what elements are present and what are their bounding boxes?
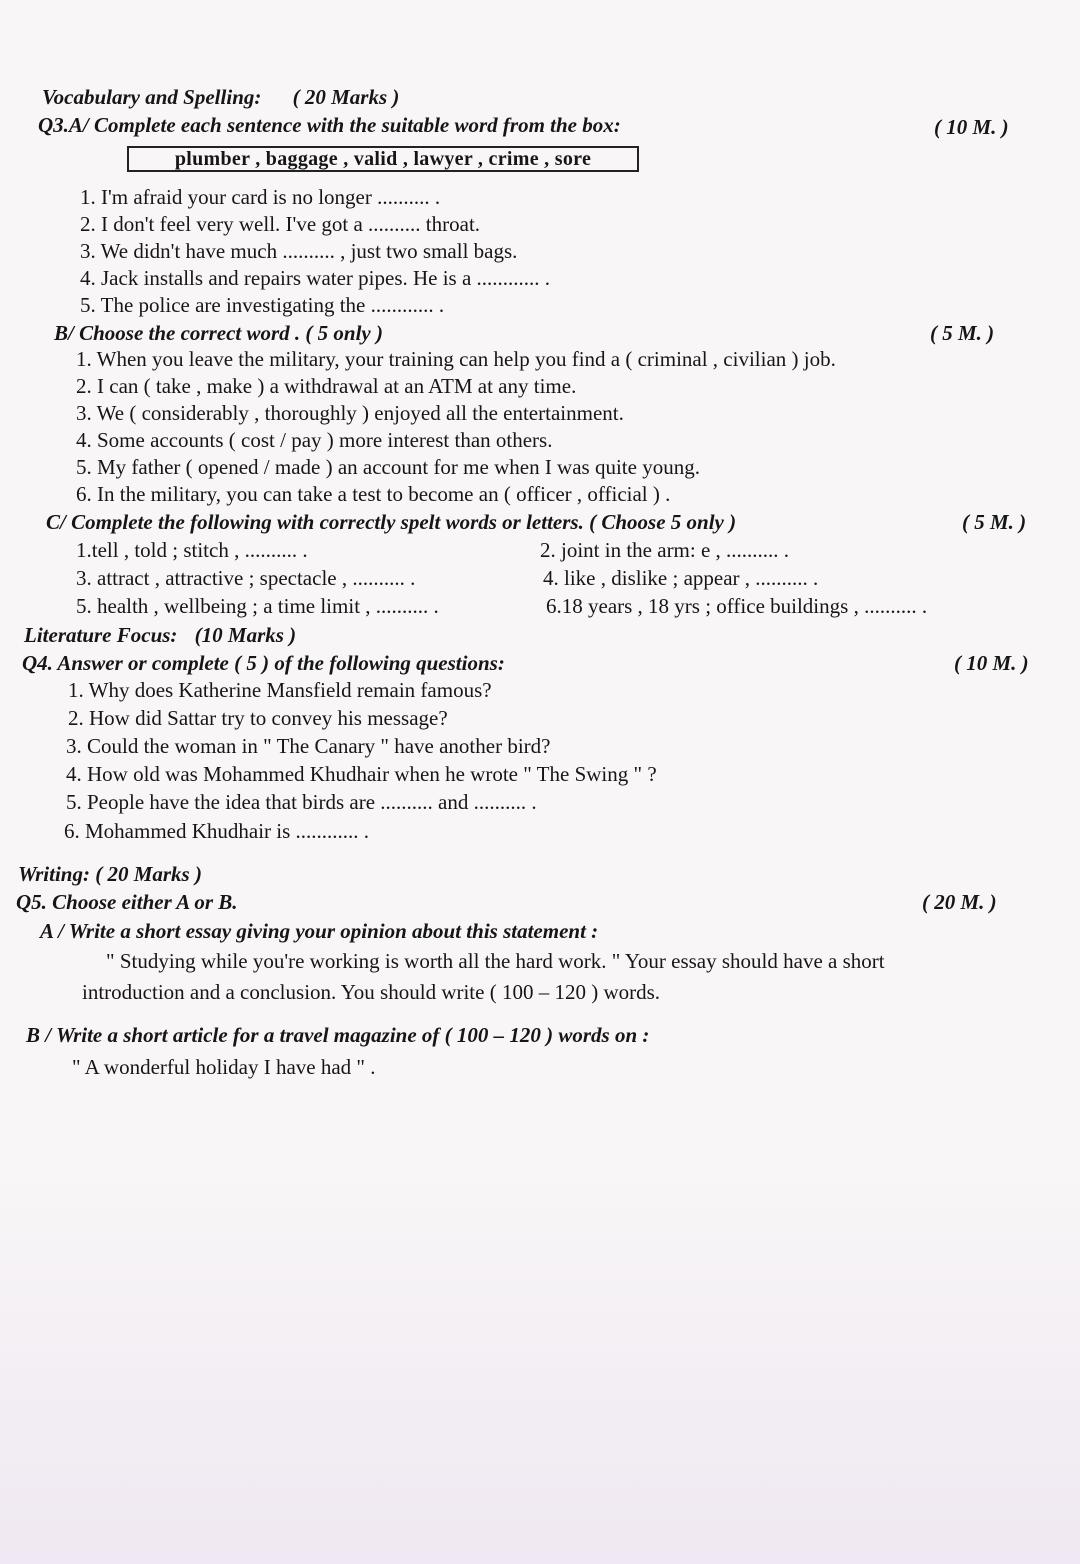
q3a-item: 5. The police are investigating the ............ .	[80, 293, 445, 317]
q3a-title: Q3.A/ Complete each sentence with the suitable word from the box:	[38, 113, 621, 137]
q3a-item: 3. We didn't have much .......... , just two small bags.	[80, 239, 518, 263]
section-heading-literature	[24, 622, 296, 648]
section-heading-writing: Writing: ( 20 Marks )	[18, 862, 202, 886]
paper-bleed-through	[0, 1170, 1080, 1564]
q3b-item: 2. I can ( take , make ) a withdrawal at an ATM at any time.	[76, 374, 577, 398]
q4-item: 2. How did Sattar try to convey his message?	[68, 706, 448, 730]
q4-item: 5. People have the idea that birds are .......... and .......... .	[66, 790, 537, 814]
q3c-item: 6.18 years , 18 yrs ; office buildings , .......... .	[546, 594, 928, 618]
q3b-item: 5. My father ( opened / made ) an account for me when I was quite young.	[76, 455, 700, 479]
q4-item: 1. Why does Katherine Mansfield remain famous?	[68, 678, 492, 702]
q5-title: Q5. Choose either A or B.	[16, 890, 238, 914]
q3c-title: C/ Complete the following with correctly spelt words or letters. ( Choose 5 only )	[46, 510, 737, 534]
q4-marks: ( 10 M. )	[954, 651, 1029, 675]
q5a-instructions: introduction and a conclusion. You should write ( 100 – 120 ) words.	[82, 980, 661, 1004]
q4-title: Q4. Answer or complete ( 5 ) of the following questions:	[22, 651, 505, 675]
q5b-topic: " A wonderful holiday I have had " .	[72, 1055, 376, 1079]
section-heading-vocabulary	[42, 84, 399, 110]
q3a-marks: ( 10 M. )	[934, 115, 1009, 139]
q3c-item: 3. attract , attractive ; spectacle , .......... .	[76, 566, 416, 590]
q5a-title: A / Write a short essay giving your opinion about this statement :	[40, 919, 599, 943]
q3a-item: 2. I don't feel very well. I've got a .......... throat.	[80, 212, 481, 236]
q5-marks: ( 20 M. )	[922, 890, 997, 914]
q4-item: 3. Could the woman in " The Canary " have another bird?	[66, 734, 551, 758]
q3c-item: 4. like , dislike ; appear , .......... .	[543, 566, 819, 590]
q3b-item: 6. In the military, you can take a test to become an ( officer , official ) .	[76, 482, 671, 506]
q5a-statement: " Studying while you're working is worth all the hard work. " Your essay should have a short	[106, 949, 885, 973]
q3b-item: 4. Some accounts ( cost / pay ) more interest than others.	[76, 428, 553, 452]
word-box: plumber , baggage , valid , lawyer , crime , sore	[127, 146, 639, 172]
q3a-item: 4. Jack installs and repairs water pipes. He is a ............ .	[80, 266, 551, 290]
q4-item: 4. How old was Mohammed Khudhair when he wrote " The Swing " ?	[66, 762, 657, 786]
q3c-item: 1.tell , told ; stitch , .......... .	[76, 538, 308, 562]
q4-item: 6. Mohammed Khudhair is ............ .	[64, 819, 370, 843]
q3a-item: 1. I'm afraid your card is no longer .......... .	[80, 185, 441, 209]
q3c-marks: ( 5 M. )	[962, 510, 1027, 534]
section-title: Literature Focus:	[24, 623, 178, 647]
q3c-item: 5. health , wellbeing ; a time limit , .......... .	[76, 594, 439, 618]
q3b-marks: ( 5 M. )	[930, 321, 995, 345]
q3b-item: 1. When you leave the military, your training can help you find a ( criminal , civilian ) job.	[76, 347, 836, 371]
section-title: Vocabulary and Spelling:	[42, 85, 262, 109]
q3b-title: B/ Choose the correct word . ( 5 only )	[54, 321, 383, 345]
q5b-title: B / Write a short article for a travel magazine of ( 100 – 120 ) words on :	[26, 1023, 650, 1047]
section-marks: ( 20 Marks )	[292, 85, 400, 109]
q3b-item: 3. We ( considerably , thoroughly ) enjoyed all the entertainment.	[76, 401, 624, 425]
section-marks: (10 Marks )	[194, 623, 297, 647]
q3c-item: 2. joint in the arm: e , .......... .	[540, 538, 790, 562]
